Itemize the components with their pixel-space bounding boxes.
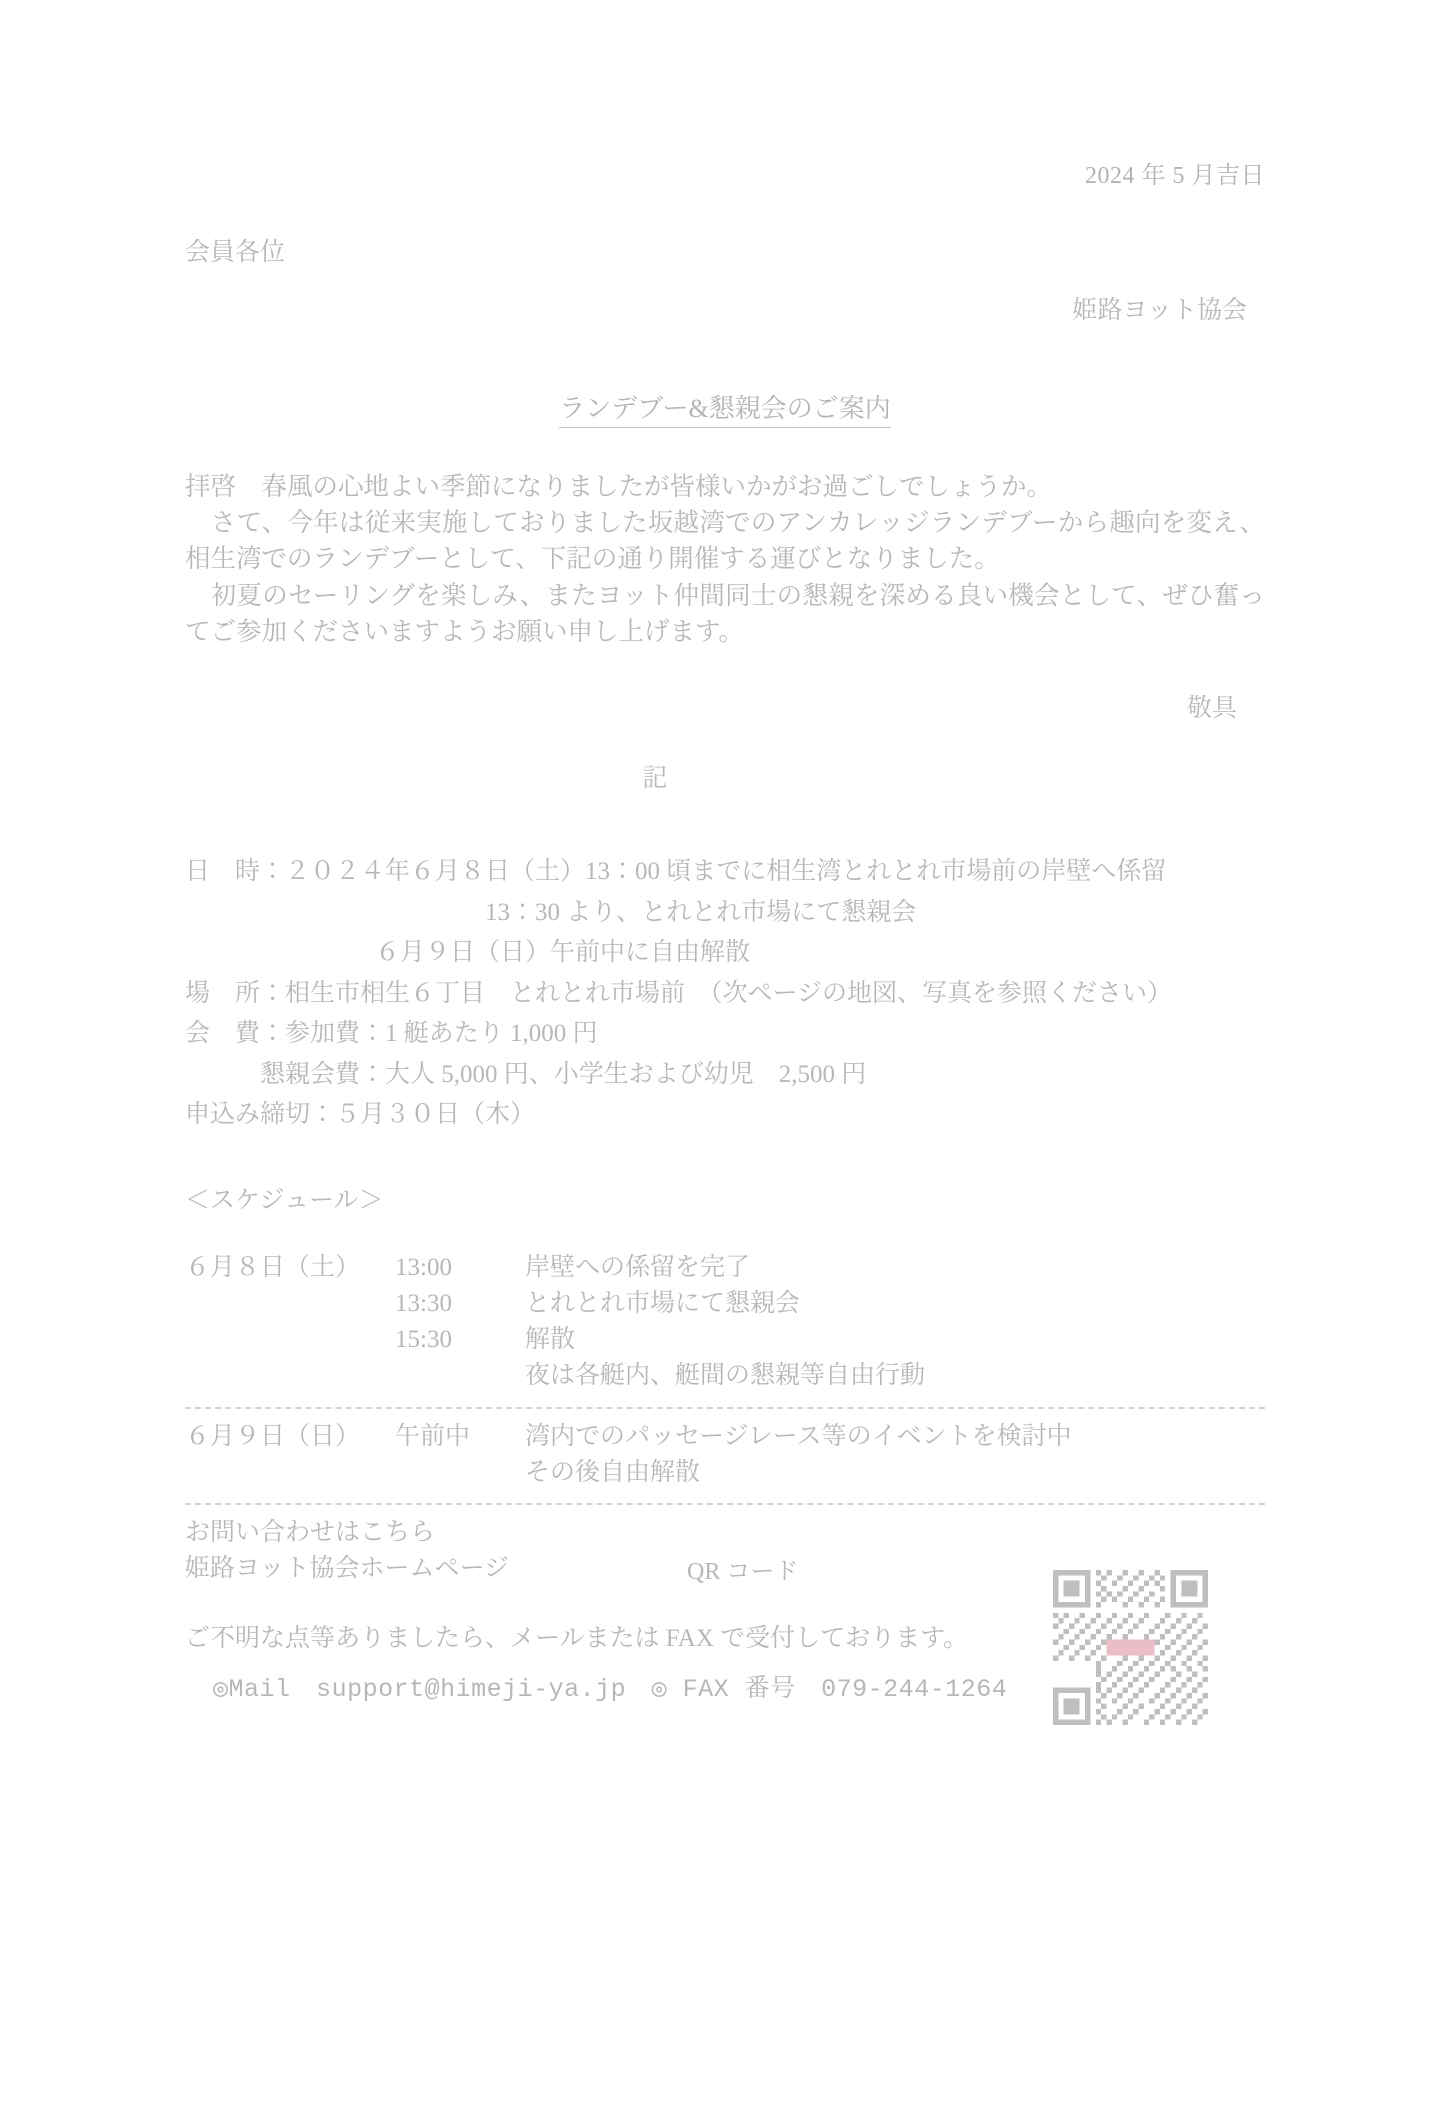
schedule-heading: ＜スケジュール＞ bbox=[185, 1186, 384, 1214]
paragraph-3: 初夏のセーリングを楽しみ、またヨット仲間同士の懇親を深める良い機会として、ぜひ奮ってご参加くださいますようお願い申し上げます。 bbox=[185, 580, 1265, 646]
detail-datetime-2: 13：30 より、とれとれ市場にて懇親会 bbox=[485, 898, 917, 926]
contact-homepage[interactable]: 姫路ヨット協会ホームページ bbox=[185, 1554, 510, 1582]
document-title bbox=[185, 388, 1265, 425]
contact-heading: お問い合わせはこちら bbox=[185, 1519, 436, 1547]
paragraph-2: さて、今年は従来実施しておりました坂越湾でのアンカレッジランデブーから趣向を変え、相生湾でのランデブーとして、下記の通り開催する運びとなりました。 bbox=[185, 508, 1265, 574]
event-details bbox=[185, 852, 1265, 1136]
greeting-block bbox=[185, 469, 1265, 650]
schedule-time: 13:30 bbox=[395, 1289, 452, 1317]
letter-body bbox=[185, 0, 1265, 1704]
schedule-desc: とれとれ市場にて懇親会 bbox=[525, 1289, 801, 1317]
schedule-row bbox=[185, 1322, 1265, 1358]
paragraph-1: 拝啓 春風の心地よい季節になりましたが皆様いかがお過ごしでしょうか。 bbox=[185, 472, 1053, 501]
schedule-row bbox=[185, 1358, 1265, 1394]
schedule-desc: 夜は各艇内、艇間の懇親等自由行動 bbox=[525, 1362, 926, 1390]
schedule-time-empty bbox=[395, 1358, 525, 1394]
addressee: 会員各位 bbox=[185, 239, 286, 266]
schedule-day: ６月９日（日） bbox=[185, 1422, 361, 1450]
schedule-day-empty bbox=[185, 1358, 395, 1394]
schedule-desc: その後自由解散 bbox=[525, 1458, 701, 1486]
schedule-time: 15:30 bbox=[395, 1326, 452, 1354]
schedule-desc: 解散 bbox=[525, 1326, 576, 1354]
detail-datetime: 日 時：２０２４年６月８日（土）13：00 頃までに相生湾とれとれ市場前の岸壁へ係留 bbox=[185, 858, 1167, 886]
schedule-divider-2 bbox=[185, 1503, 1265, 1505]
ki-marker: 記 bbox=[642, 765, 668, 793]
detail-datetime-3: ６月９日（日）午前中に自由解散 bbox=[375, 939, 751, 967]
schedule-row bbox=[185, 1455, 1265, 1491]
sender-organization: 姫路ヨット協会 bbox=[1072, 297, 1247, 324]
schedule-divider-1 bbox=[185, 1407, 1265, 1409]
detail-party-fee: 懇親会費：大人 5,000 円、小学生および幼児 2,500 円 bbox=[260, 1060, 867, 1088]
schedule-desc: 岸壁への係留を完了 bbox=[525, 1253, 751, 1281]
detail-deadline: 申込み締切：５月３０日（木） bbox=[185, 1101, 536, 1129]
schedule-day-empty bbox=[185, 1286, 395, 1322]
contact-mail-fax: ◎Mail support@himeji-ya.jp ◎ FAX 番号 079-244-1264 bbox=[213, 1675, 1008, 1705]
schedule-time: 13:00 bbox=[395, 1253, 452, 1281]
schedule-time: 午前中 bbox=[395, 1422, 471, 1450]
document-date: 2024 年 5 月吉日 bbox=[1085, 163, 1265, 189]
schedule-desc: 湾内でのパッセージレース等のイベントを検討中 bbox=[525, 1422, 1072, 1450]
schedule-row bbox=[185, 1250, 1265, 1286]
contact-note: ご不明な点等ありましたら、メールまたは FAX で受付しております。 bbox=[185, 1625, 969, 1653]
detail-place: 場 所：相生市相生６丁目 とれとれ市場前 （次ページの地図、写真を参照ください） bbox=[185, 979, 1173, 1007]
qr-code-image[interactable] bbox=[1053, 1570, 1208, 1725]
schedule-row bbox=[185, 1286, 1265, 1322]
schedule-table bbox=[185, 1250, 1265, 1506]
schedule-day: ６月８日（土） bbox=[185, 1253, 361, 1281]
schedule-day-empty bbox=[185, 1322, 395, 1358]
schedule-row bbox=[185, 1419, 1265, 1455]
closing-salutation: 敬具 bbox=[1186, 695, 1237, 723]
document-title-text: ランデブー&懇親会のご案内 bbox=[559, 394, 890, 428]
qr-code-label: QR コード bbox=[687, 1558, 799, 1585]
detail-fee: 会 費：参加費：1 艇あたり 1,000 円 bbox=[185, 1020, 598, 1048]
